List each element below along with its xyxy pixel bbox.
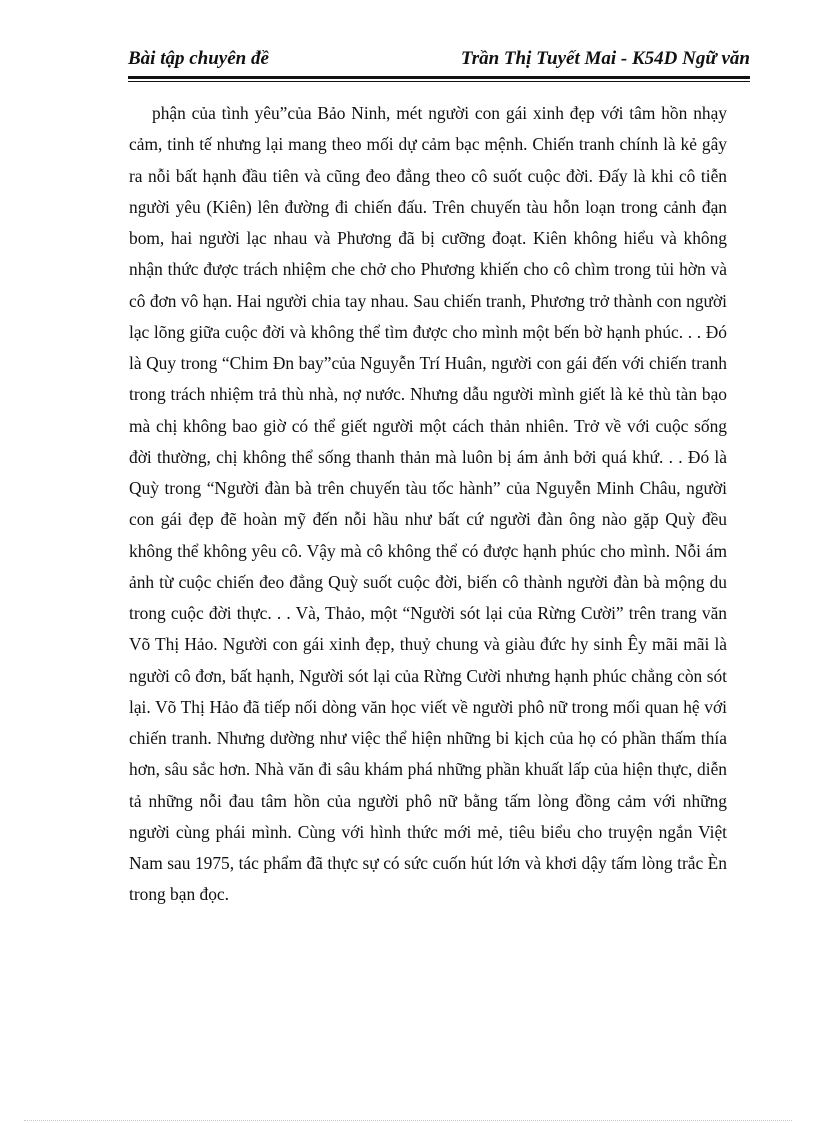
body-paragraph: phận của tình yêu”của Bảo Ninh, mét người con gái xinh đẹp với tâm hồn nhạy cảm, tinh tế nhưng lại mang theo mối dự cảm bạc mệnh. Chiến tranh chính là kẻ gây ra nỗi bất hạnh đầu tiên và cũng đeo đẳng theo cô suốt cuộc đời. Đấy là khi cô tiễn người yêu (Kiên) lên đường đi chiến đấu. Trên chuyến tàu hỗn loạn trong cảnh đạn bom, hai người lạc nhau và Phương đã bị cưỡng đoạt. Kiên không hiểu và không nhận thức được trách nhiệm che chở cho Phương khiến cho cô chìm trong tủi hờn và cô đơn vô hạn. Hai người chia tay nhau. Sau chiến tranh, Phương trở thành con người lạc lõng giữa cuộc đời và không thể tìm được cho mình một bến bờ hạnh phúc. . . Đó là Quy trong “Chim Đn bay”của Nguyễn Trí Huân, người con gái đến với chiến tranh trong trách nhiệm trả thù nhà, nợ nước. Nhưng dẫu người mình giết là kẻ thù tàn bạo mà chị không bao giờ có thể giết người một cách thản nhiên. Trở về với cuộc sống đời thường, chị không thể sống thanh thản mà luôn bị ám ảnh bởi quá khứ. . . Đó là Quỳ trong “Người đàn bà trên chuyến tàu tốc hành” của Nguyễn Minh Châu, người con gái đẹp đẽ hoàn mỹ đến nỗi hầu như bất cứ người đàn ông nào gặp Quỳ đều không thể không yêu cô. Vậy mà cô không thể có được hạnh phúc cho mình. Nỗi ám ảnh từ cuộc chiến đeo đẳng Quỳ suốt cuộc đời, biến cô thành người đàn bà mộng du trong cuộc đời thực. . . Và, Thảo, một “Người sót lại của Rừng Cười” trên trang văn Võ Thị Hảo. Người con gái xinh đẹp, thuỷ chung và giàu đức hy sinh Êy mãi mãi là người cô đơn, bất hạnh, Người sót lại của Rừng Cười nhưng hạnh phúc chẳng còn sót lại. Võ Thị Hảo đã tiếp nối dòng văn học viết về người phô nữ trong mối quan hệ với chiến tranh. Nhưng dường như việc thể hiện những bi kịch của họ có phần thấm thía hơn, sâu sắc hơn. Nhà văn đi sâu khám phá những phần khuất lấp của hiện thực, diễn tả những nỗi đau tâm hồn của người phô nữ bằng tấm lòng đồng cảm với những người cùng phái mình. Cùng với hình thức mới mẻ, tiêu biểu cho truyện ngắn Việt Nam sau 1975, tác phẩm đã thực sự có sức cuốn hút lớn và khơi dậy tấm lòng trắc Èn trong bạn đọc. xyxy=(129,103,727,905)
header-left-title: Bài tập chuyên đề xyxy=(128,48,269,69)
header-right-title: Trần Thị Tuyết Mai - K54D Ngữ văn xyxy=(460,48,750,69)
header-rule-thick xyxy=(128,76,750,79)
page-bottom-divider xyxy=(24,1120,792,1121)
page-header xyxy=(128,48,750,78)
header-rule-thin xyxy=(128,81,750,82)
